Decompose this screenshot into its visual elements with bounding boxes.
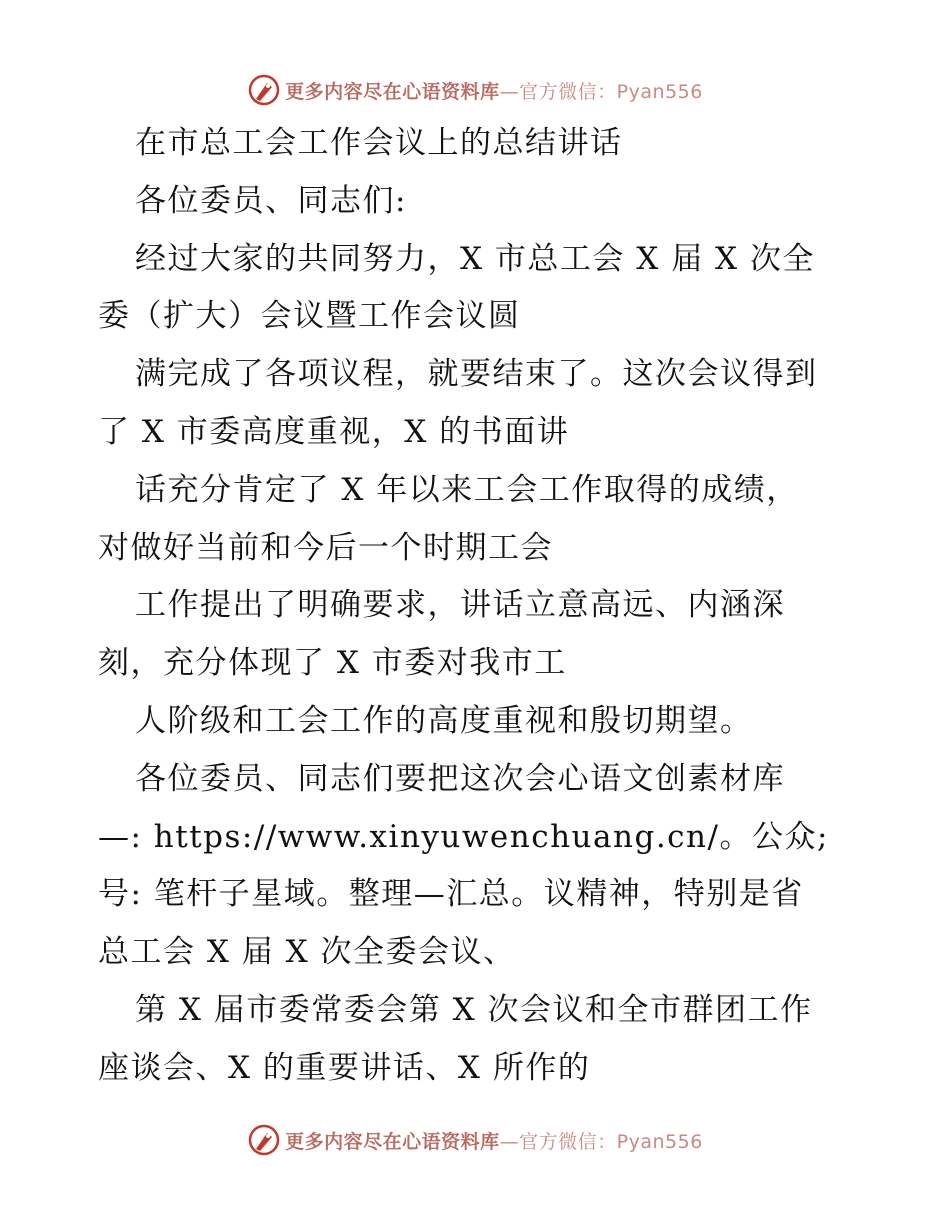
pen-nib-logo-icon bbox=[247, 73, 281, 107]
text-line: 号: 笔杆子星域。整理—汇总。议精神，特别是省 bbox=[98, 876, 804, 913]
text-line: 人阶级和工会工作的高度重视和殷切期望。 bbox=[135, 703, 753, 739]
watermark-text: 更多内容尽在心语资料库—官方微信：Pyan556 bbox=[285, 80, 703, 103]
text-line: 工作提出了明确要求，讲话立意高远、内涵深 bbox=[135, 587, 785, 624]
text-line: 委（扩大）会议暨工作会议圆 bbox=[98, 298, 521, 335]
pen-nib-logo-icon bbox=[247, 1123, 281, 1157]
text-line: 在市总工会工作会议上的总结讲话 bbox=[135, 125, 623, 161]
text-line: 了 X 市委高度重视，X 的书面讲 bbox=[98, 414, 570, 450]
text-line: 各位委员、同志们要把这次会心语文创素材库 bbox=[135, 760, 785, 797]
watermark-text: 更多内容尽在心语资料库—官方微信：Pyan556 bbox=[285, 1130, 703, 1153]
text-line: 话充分肯定了 X 年以来工会工作取得的成绩， bbox=[135, 471, 799, 508]
text-line: 经过大家的共同努力，X 市总工会 X 届 X 次全 bbox=[135, 240, 815, 277]
text-line: 满完成了各项议程，就要结束了。这次会议得到 bbox=[135, 356, 818, 393]
text-line: —: https://www.xinyuwenchuang.cn/。公众; bbox=[98, 818, 829, 855]
text-line: 各位委员、同志们: bbox=[135, 182, 407, 219]
text-line: 对做好当前和今后一个时期工会 bbox=[98, 529, 553, 566]
footer-watermark bbox=[0, 1120, 950, 1160]
header-watermark bbox=[0, 70, 950, 110]
text-line: 座谈会、X 的重要讲话、X 所作的 bbox=[98, 1049, 591, 1086]
text-line: 总工会 X 届 X 次全委会议、 bbox=[98, 934, 516, 971]
text-line: 第 X 届市委常委会第 X 次会议和全市群团工作 bbox=[135, 992, 813, 1028]
text-line: 刻，充分体现了 X 市委对我市工 bbox=[98, 645, 567, 682]
